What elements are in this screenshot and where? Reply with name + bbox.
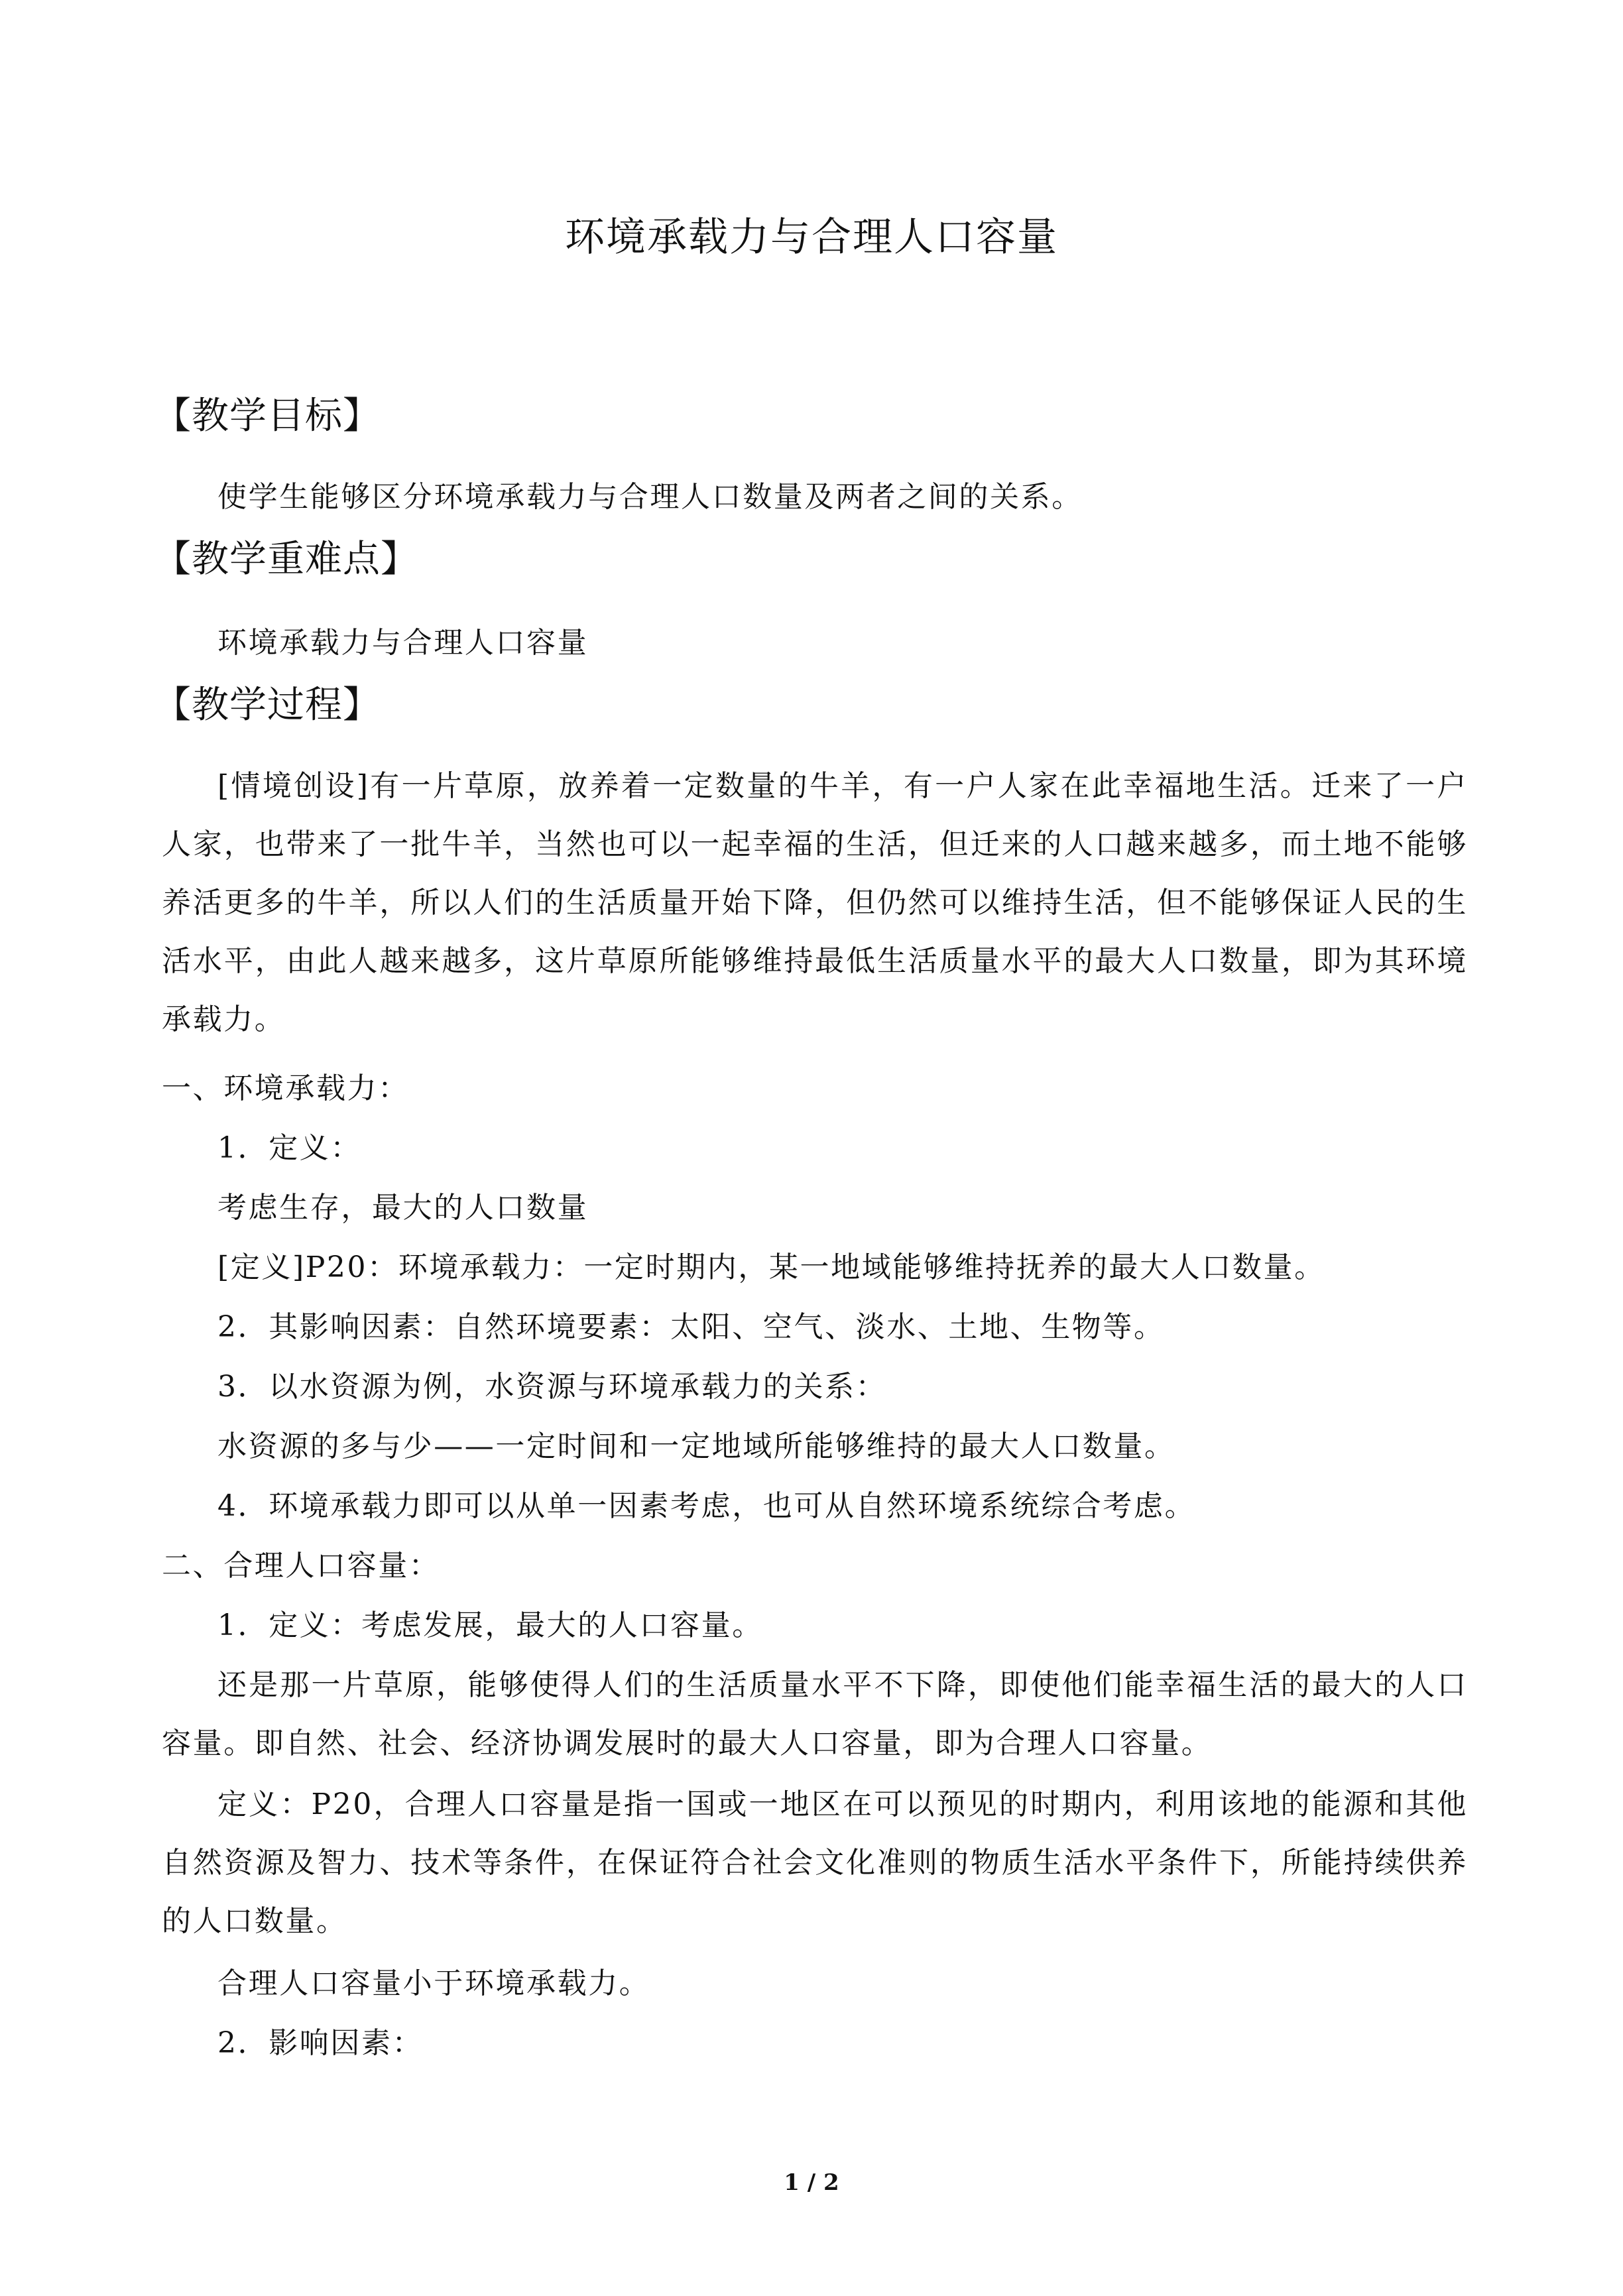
part2-heading: 二、合理人口容量： [162, 1549, 440, 1583]
part1-item1-definition: [定义]P20：环境承载力：一定时期内，某一地域能够维持抚养的最大人口数量。 [217, 1250, 1325, 1284]
part2-item1-definition: 定义：P20，合理人口容量是指一国或一地区在可以预见的时期内，利用该地的能源和其他自然资源及智力、技术等条件，在保证符合社会文化准则的物质生活水平条件下，所能持续供养的人口数量。 [162, 1787, 1468, 1938]
part2-item2: 2．影响因素： [217, 2026, 424, 2060]
part1-item1-note: 考虑生存，最大的人口数量 [217, 1191, 589, 1225]
key-points-text: 环境承载力与合理人口容量 [217, 626, 589, 660]
part2-item1-paragraph: 还是那一片草原，能够使得人们的生活质量水平不下降，即使他们能幸福生活的最大的人口容量。即自然、社会、经济协调发展时的最大人口容量，即为合理人口容量。 [162, 1668, 1468, 1760]
heading-key-points: 【教学重难点】 [154, 538, 418, 581]
heading-teaching-process: 【教学过程】 [154, 684, 381, 727]
part2-item1: 1．定义：考虑发展，最大的人口容量。 [217, 1608, 763, 1642]
goal-text: 使学生能够区分环境承载力与合理人口数量及两者之间的关系。 [217, 480, 1083, 514]
heading-teaching-goals: 【教学目标】 [154, 394, 381, 438]
document-title: 环境承载力与合理人口容量 [565, 214, 1058, 261]
part1-item4: 4．环境承载力即可以从单一因素考虑，也可从自然环境系统综合考虑。 [217, 1489, 1196, 1523]
part1-heading: 一、环境承载力： [162, 1071, 409, 1105]
part1-item3-note: 水资源的多与少——一定时间和一定地域所能够维持的最大人口数量。 [217, 1429, 1175, 1463]
part1-item2: 2．其影响因素：自然环境要素：太阳、空气、淡水、土地、生物等。 [217, 1310, 1165, 1344]
page-number: 1 / 2 [784, 2169, 839, 2196]
scenario-paragraph: [情境创设]有一片草原，放养着一定数量的牛羊，有一户人家在此幸福地生活。迁来了一户人家，也带来了一批牛羊，当然也可以一起幸福的生活，但迁来的人口越来越多，而土地不能够养活更多的牛羊，所以人们的生活质量开始下降，但仍然可以维持生活，但不能够保证人民的生活水平，由此人越来越多，这片草原所能够维持最低生活质量水平的最大人口数量，即为其环境承载力。 [162, 769, 1468, 1036]
part2-item1-compare: 合理人口容量小于环境承载力。 [217, 1966, 650, 2000]
part1-item1: 1．定义： [217, 1131, 361, 1165]
part1-item3: 3．以水资源为例，水资源与环境承载力的关系： [217, 1370, 887, 1404]
